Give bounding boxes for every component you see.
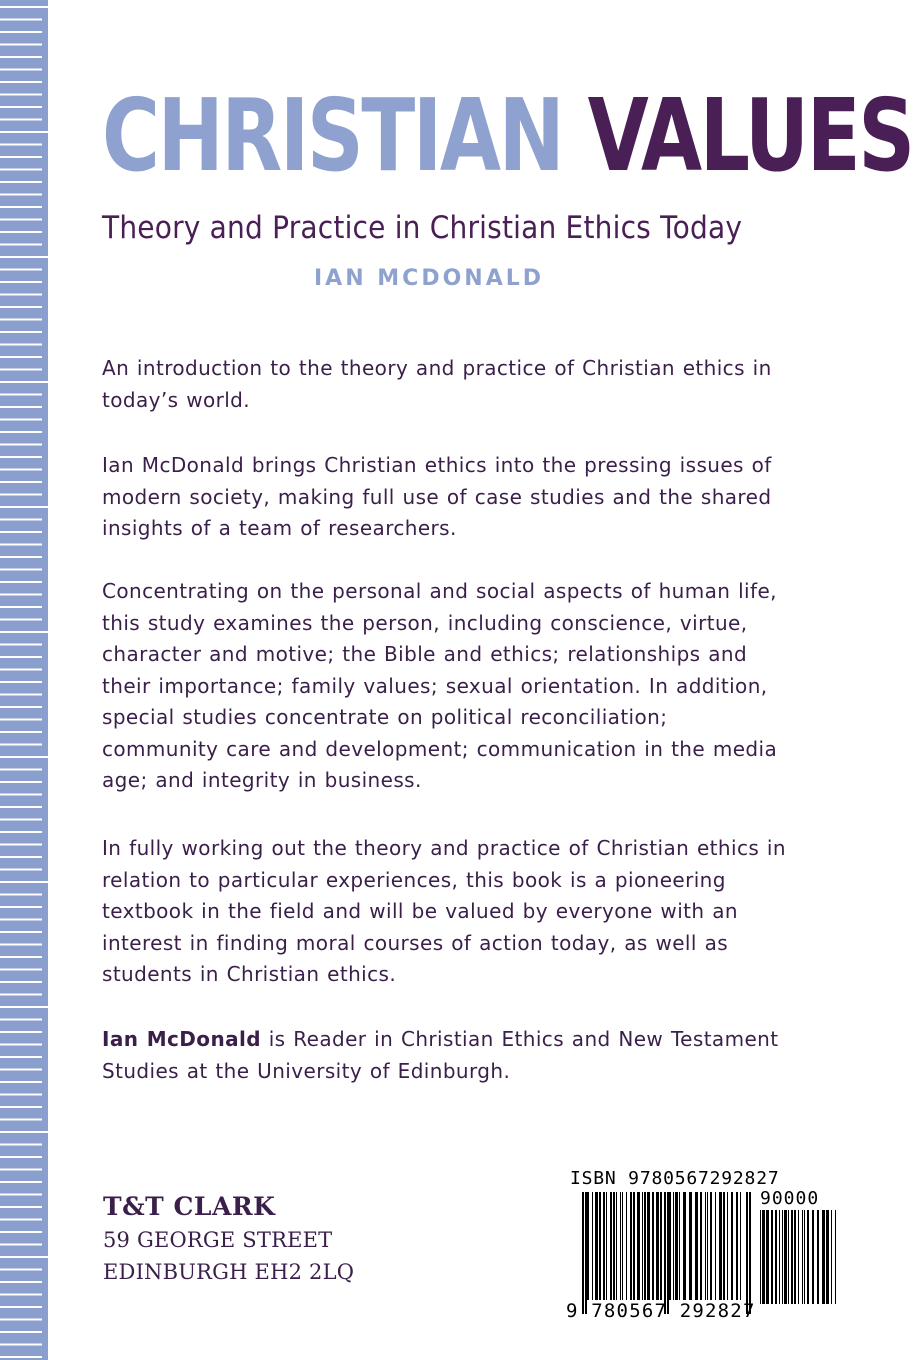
title-word-christian: CHRISTIAN [102,77,563,194]
author-bio [102,1024,787,1087]
blurb-paragraph-intro: An introduction to the theory and practice of Christian ethics in today’s world. [102,356,772,412]
publisher-name: T&T CLARK [103,1192,276,1221]
blurb-paragraph-pioneering: In fully working out the theory and practice of Christian ethics in relation to particular experiences, this book is a pioneering textbook in the field and will be valued by everyone with an interest in finding moral courses of action today, as well as students in Christian ethics. [102,836,786,986]
book-title [102,77,913,194]
publisher-block [103,1190,354,1288]
book-subtitle: Theory and Practice in Christian Ethics Today [102,210,743,246]
publisher-address-city: EDINBURGH EH2 2LQ [103,1260,355,1284]
barcode-area [560,1160,850,1358]
blurb-paragraph-topics: Concentrating on the personal and social aspects of human life, this study examines the person, including conscience, virtue, character and motive; the Bible and ethics; relationships and their importance; family values; sexual orientation. In addition, special studies concentrate on political reconciliation; community care and development; communication in the media age; and integrity in business. [102,579,778,792]
barcode-addon-label: 90000 [760,1188,820,1209]
spine-strip [0,0,48,1360]
publisher-address-street: 59 GEORGE STREET [103,1228,333,1252]
barcode-digits: 9 780567 292827 [566,1300,756,1322]
title-word-values: VALUES [587,77,913,194]
isbn-label: ISBN 9780567292827 [570,1168,780,1189]
spine-tick-marks [0,0,48,1360]
author-bio-text: is Reader in Christian Ethics and New Testament Studies at the University of Edinburgh. [102,1027,779,1083]
author-name: IAN MCDONALD [314,266,545,291]
author-bio-name: Ian McDonald [102,1027,261,1051]
blurb-paragraph-issues: Ian McDonald brings Christian ethics into the pressing issues of modern society, making full use of case studies and the shared insights of a team of researchers. [102,453,772,540]
